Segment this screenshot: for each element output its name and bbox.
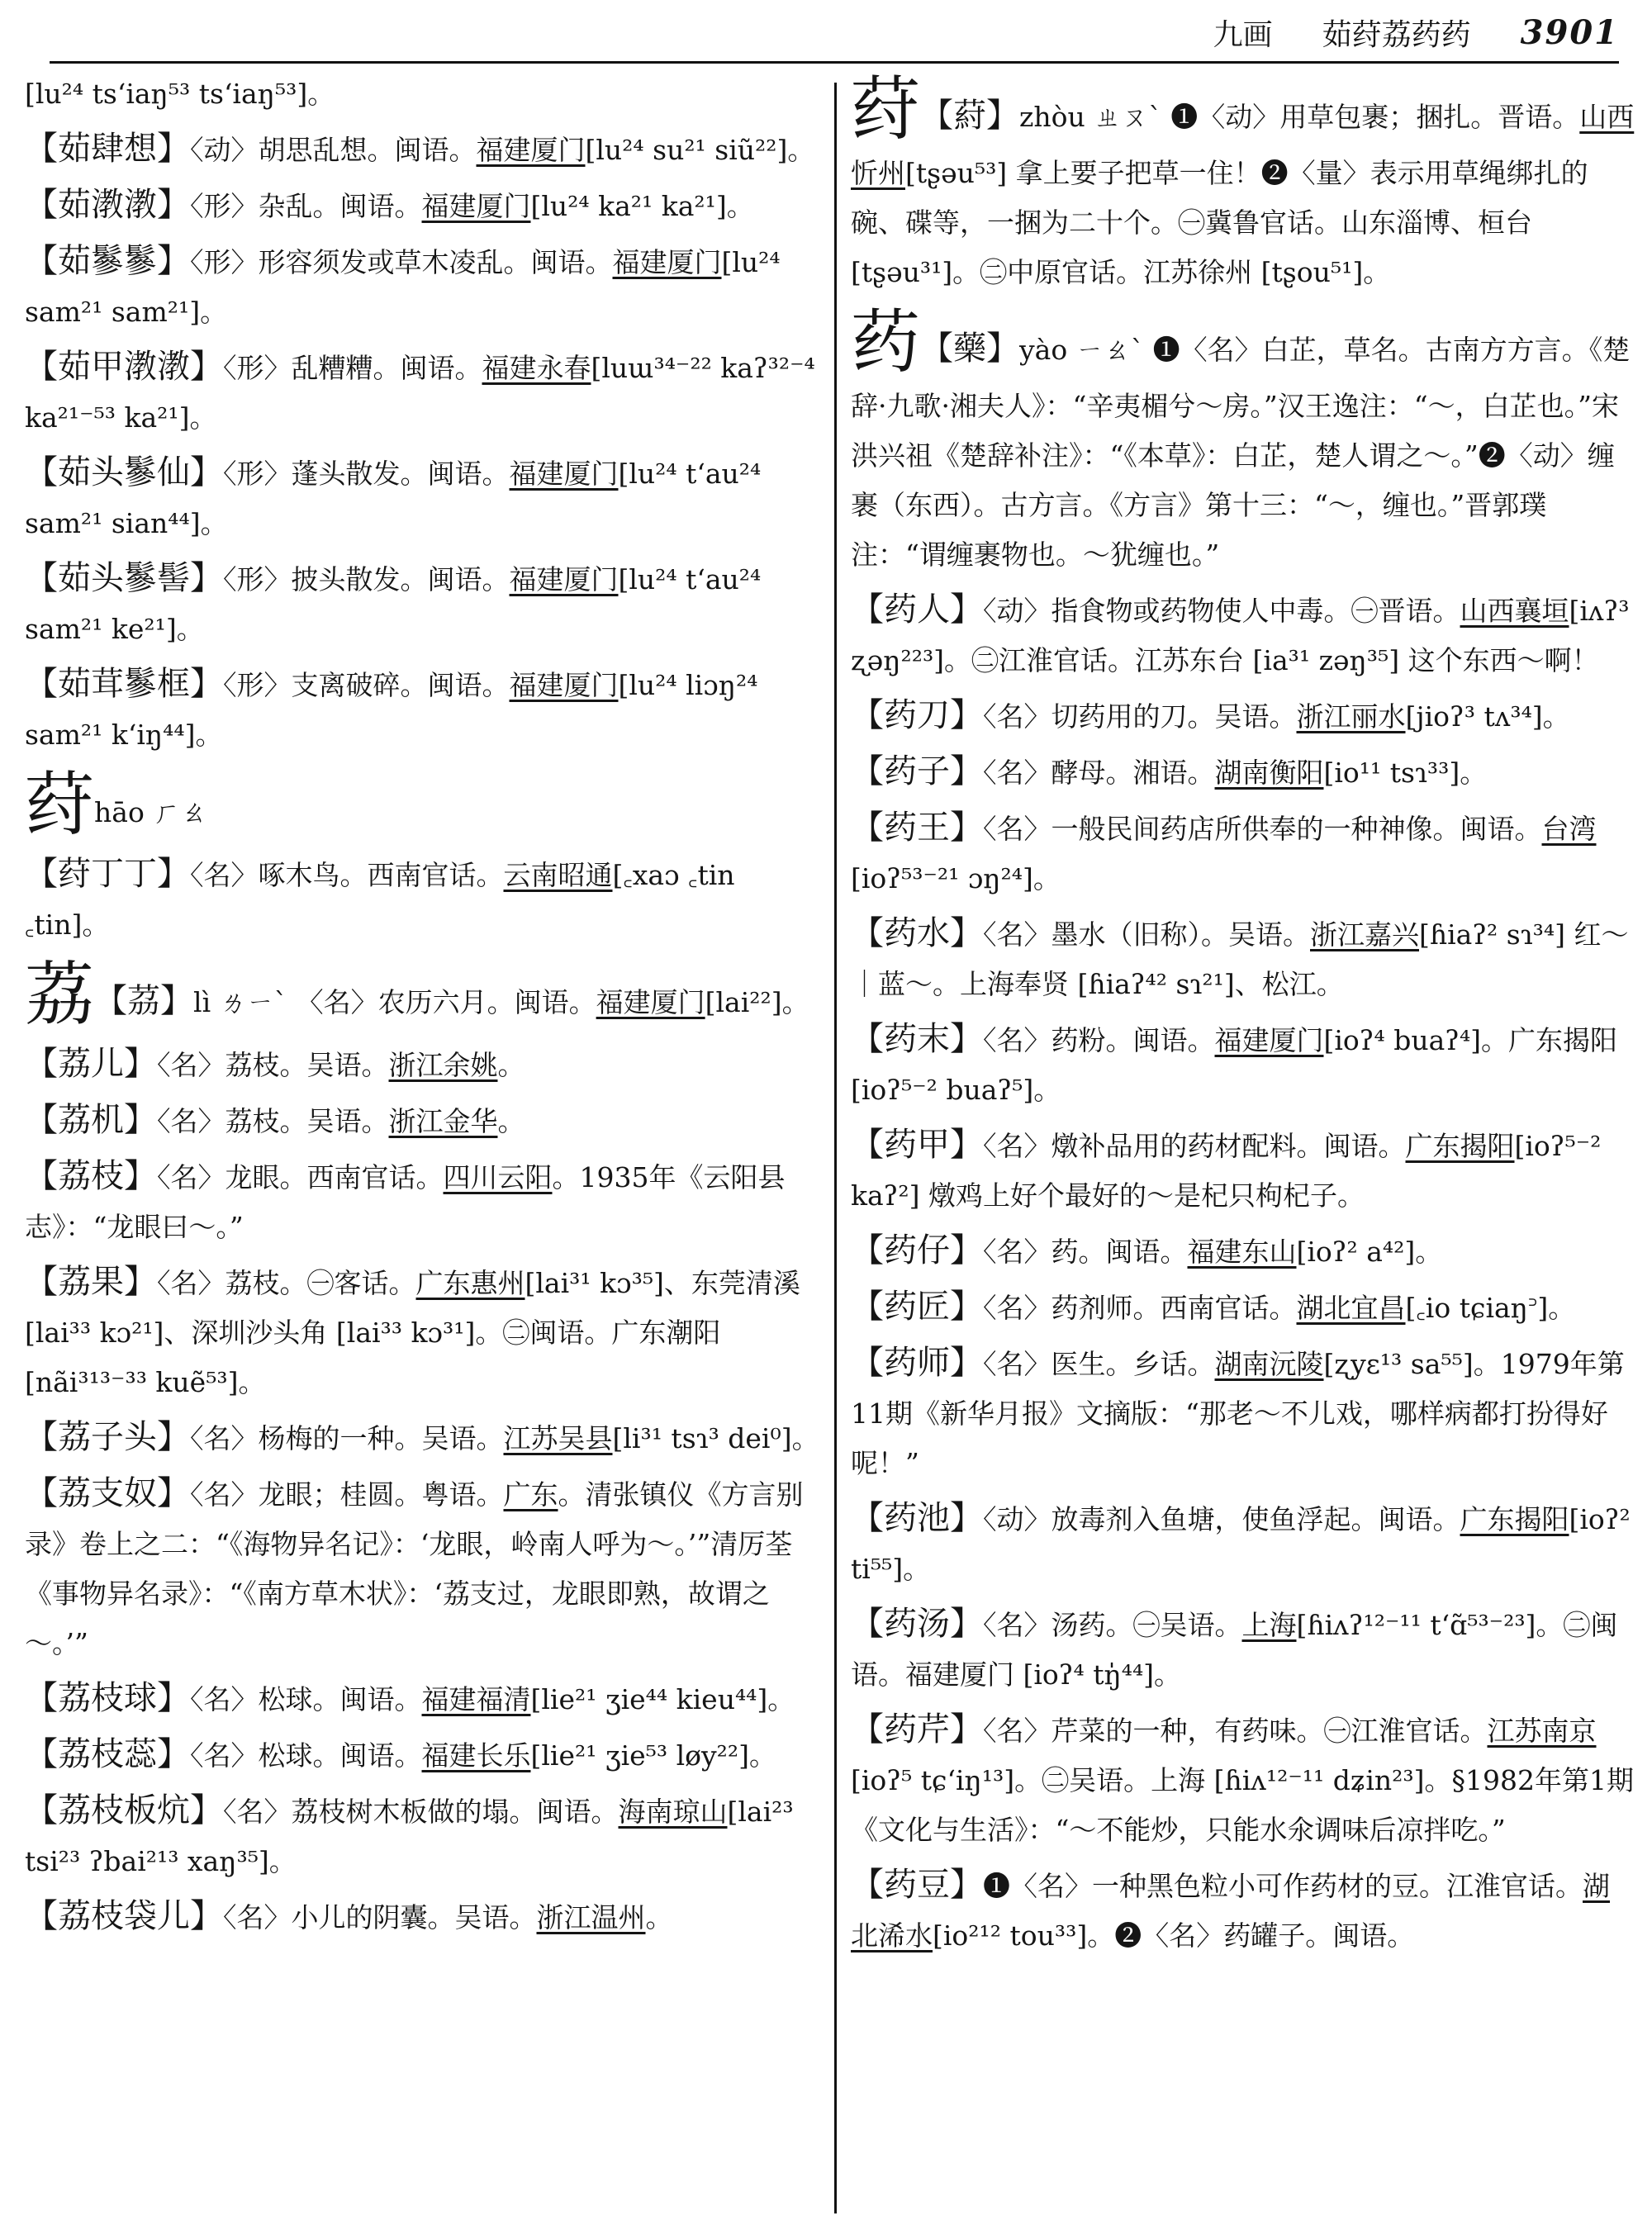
entry-definition: 〈形〉乱糟糟。闽语。 xyxy=(223,352,482,384)
headword-char: 荔 xyxy=(25,954,95,1035)
entry-place: 福建厦门 xyxy=(509,563,619,595)
entry-definition: 〈形〉蓬头散发。闽语。 xyxy=(223,458,510,490)
entry-definition: 〈动〉指食物或药物使人中毒。㊀晋语。 xyxy=(983,595,1460,627)
entry-definition: 〈形〉形容须发或草木凌乱。闽语。 xyxy=(190,246,613,278)
dictionary-entry xyxy=(25,1151,822,1252)
entry-pronunciation: [lu²⁴ tʻau²⁴ sam²¹ ke²¹]。 xyxy=(25,563,762,645)
entry-place: 福建厦门 xyxy=(596,986,705,1018)
entry-headword: 【药豆】 xyxy=(851,1866,983,1904)
entry-headword: 【茹肆想】 xyxy=(25,130,190,168)
entry-place: 福建厦门 xyxy=(476,134,586,166)
entry-place: 云南昭通 xyxy=(503,859,613,891)
entry-headword: 【葤】 xyxy=(920,97,1020,135)
entry-definition: 〈名〉龙眼；桂圆。粤语。 xyxy=(190,1478,504,1511)
dictionary-entry xyxy=(851,747,1635,798)
entry-headword: 【药匠】 xyxy=(851,1288,983,1326)
dictionary-entry xyxy=(25,342,822,443)
entry-pronunciation: [luɯ³⁴⁻²² kaʔ³²⁻⁴ ka²¹⁻⁵³ ka²¹]。 xyxy=(25,352,815,434)
entry-place: 江苏南京 xyxy=(1487,1715,1597,1747)
entry-definition: 〈形〉披头散发。闽语。 xyxy=(223,563,510,595)
entry-pronunciation: [lu²⁴ ka²¹ ka²¹]。 xyxy=(530,190,754,222)
entry-place: 福建厦门 xyxy=(421,190,531,222)
entry-headword: 【荔支奴】 xyxy=(25,1474,190,1512)
dictionary-entry xyxy=(25,1786,822,1886)
entry-definition: 〈名〉芹菜的一种，有药味。㊀江淮官话。 xyxy=(983,1715,1488,1747)
entry-place: 福建厦门 xyxy=(1214,1024,1324,1056)
entry-place: 福建长乐 xyxy=(421,1739,531,1772)
entry-place: 福建厦门 xyxy=(612,246,722,278)
entry-headword: 【药甲】 xyxy=(851,1126,983,1164)
entry-pronunciation: [lie²¹ ʒie⁴⁴ kieu⁴⁴]。 xyxy=(530,1683,795,1715)
entry-definition: 〈动〉胡思乱想。闽语。 xyxy=(190,134,477,166)
dictionary-entry xyxy=(851,1338,1635,1488)
entry-pronunciation: 。 xyxy=(497,1105,525,1137)
dictionary-entry xyxy=(25,448,822,548)
dictionary-entry xyxy=(25,180,822,231)
dictionary-entry xyxy=(25,1412,822,1464)
entry-headword: 【荔枝板炕】 xyxy=(25,1791,223,1829)
entry-pronunciation: 《楚辞·九歌·湘夫人》：“辛夷楣兮～房。”汉王逸注：“～，白芷也。”宋洪兴祖《楚辞补注》：“《本草》：白芷，楚人谓之～。”❷〈动〉缠裹（东西）。古方言。《方言》第十三：“～，缠也。”晋郭璞注：“谓缠裹物也。～犹缠也。” xyxy=(851,334,1631,571)
entry-headword: 【药芹】 xyxy=(851,1710,983,1748)
entry-headword: 【药人】 xyxy=(851,591,983,629)
entry-place: 湖北浠水 xyxy=(851,1870,1610,1952)
entry-place: 浙江金华 xyxy=(388,1105,498,1137)
entry-place: 广东惠州 xyxy=(415,1267,525,1299)
entry-pronunciation: [io¹¹ tsɿ³³]。 xyxy=(1323,757,1488,789)
entry-pronunciation: [ioʔ² a⁴²]。 xyxy=(1296,1236,1443,1268)
entry-definition: hāo ㄏㄠ xyxy=(94,796,208,828)
entry-pronunciation: 。 xyxy=(645,1901,673,1933)
entry-pronunciation: [lie²¹ ʒie⁵³ løy²²]。 xyxy=(530,1739,777,1772)
entry-pronunciation: 。清张镇仪《方言别录》卷上之二：“《海物异名记》：‘龙眼，岭南人呼为～。’”清厉荃《事物异名录》：“《南方草木状》：‘荔支过，龙眼即熟，故谓之～。’” xyxy=(25,1478,804,1659)
entry-definition: 〈名〉啄木鸟。西南官话。 xyxy=(190,859,504,891)
entry-definition: 〈形〉支离破碎。闽语。 xyxy=(223,669,510,701)
entry-headword: 【荔枝球】 xyxy=(25,1679,190,1717)
entry-pronunciation: 。1935年《云阳县志》：“龙眼曰～。” xyxy=(25,1161,786,1243)
entry-pronunciation: [lu²⁴ tsʻiaŋ⁵³ tsʻiaŋ⁵³]。 xyxy=(25,78,335,110)
header-chars: 茹荮荔药药 xyxy=(1322,17,1471,52)
entry-place: 福建厦门 xyxy=(509,458,619,490)
entry-pronunciation: [ioʔ⁵ tɕʻiŋ¹³]。㊁吴语。上海 [ɦiʌ¹²⁻¹¹ dʑin²³]。§1982年第1期《文化与生活》：“～不能炒，只能水氽调味后凉拌吃。” xyxy=(851,1764,1634,1846)
entry-place: 浙江余姚 xyxy=(388,1049,498,1081)
dictionary-entry xyxy=(25,236,822,337)
entry-place: 湖南衡阳 xyxy=(1214,757,1324,789)
entry-pronunciation: [lu²⁴ liɔŋ²⁴ sam²¹ kʻiŋ⁴⁴]。 xyxy=(25,669,758,751)
entry-headword: 【荔机】 xyxy=(25,1101,157,1139)
entry-pronunciation: [tʂəu⁵³] 拿上要子把草一住！❷〈量〉表示用草绳绑扎的碗、碟等，一捆为二十个。㊀冀鲁官话。山东淄博、桓台 [tʂəu³¹]。㊁中原官话。江苏徐州 [tʂou⁵¹]。 xyxy=(851,157,1588,288)
entry-pronunciation: [li³¹ tsɿ³ dei⁰]。 xyxy=(612,1422,819,1454)
entry-place: 浙江丽水 xyxy=(1296,700,1406,733)
entry-definition: 〈名〉酵母。湘语。 xyxy=(983,757,1215,789)
entry-definition: 〈名〉龙眼。西南官话。 xyxy=(157,1161,444,1193)
headword-char: 荮 xyxy=(851,69,921,149)
dictionary-entry xyxy=(851,1120,1635,1221)
entry-place: 四川云阳 xyxy=(443,1161,553,1193)
dictionary-entry xyxy=(25,1468,822,1668)
entry-headword: 【荔枝袋儿】 xyxy=(25,1897,223,1935)
entry-definition: zhòu ㄓㄡˋ ❶〈动〉用草包裹；捆扎。晋语。 xyxy=(1019,101,1580,133)
dictionary-entry xyxy=(25,849,822,950)
page-header xyxy=(33,7,1619,58)
entry-place: 湖南沅陵 xyxy=(1214,1348,1324,1380)
entry-definition: lì ㄌㄧˋ 〈名〉农历六月。闽语。 xyxy=(193,986,596,1018)
dictionary-entry xyxy=(851,803,1635,904)
entry-headword: 【药仔】 xyxy=(851,1231,983,1269)
dictionary-entry xyxy=(851,1226,1635,1277)
entry-place: 福建东山 xyxy=(1187,1236,1297,1268)
entry-place: 山西忻州 xyxy=(851,101,1635,189)
page-number: 3901 xyxy=(1520,12,1619,52)
entry-headword: 【茹鬖鬖】 xyxy=(25,242,190,280)
entry-headword: 【荮丁丁】 xyxy=(25,855,190,893)
entry-pronunciation: [ʐyɛ¹³ sa⁵⁵]。1979年第11期《新华月报》文摘版：“那老～不儿戏，哪样病都打扮得好呢！” xyxy=(851,1348,1625,1479)
entry-headword: 【荔儿】 xyxy=(25,1045,157,1083)
entry-definition: 〈名〉药。闽语。 xyxy=(983,1236,1188,1268)
entry-place: 湖北宜昌 xyxy=(1296,1292,1406,1324)
dictionary-entry xyxy=(25,124,822,175)
entry-headword: 【荔果】 xyxy=(25,1263,157,1301)
dictionary-entry xyxy=(25,1257,822,1407)
entry-headword: 【药子】 xyxy=(851,752,983,790)
entry-pronunciation: [꜀xaɔ ꜀tin ꜀tin]。 xyxy=(25,859,735,941)
entry-pronunciation: [iʌʔ³ ʐəŋ²²³]。㊁江淮官话。江苏东台 [ia³¹ zəŋ³⁵] 这个东西～啊！ xyxy=(851,595,1630,676)
entry-headword: 【茹茸鬖框】 xyxy=(25,665,223,703)
entry-definition: 〈形〉杂乱。闽语。 xyxy=(190,190,422,222)
headword-char: 荮 xyxy=(25,764,95,845)
entry-place: 台湾 xyxy=(1541,813,1597,845)
dictionary-entry xyxy=(25,955,822,1034)
entry-headword: 【茹漖漖】 xyxy=(25,186,190,224)
entry-definition: 〈名〉一般民间药店所供奉的一种神像。闽语。 xyxy=(983,813,1542,845)
dictionary-entry xyxy=(851,1014,1635,1115)
section-label: 九画 xyxy=(1213,17,1273,52)
dictionary-entry xyxy=(851,909,1635,1009)
entry-pronunciation: [lu²⁴ su²¹ siũ²²]。 xyxy=(585,134,815,166)
entry-pronunciation: [jioʔ³ tʌ³⁴]。 xyxy=(1405,700,1570,733)
left-column xyxy=(25,69,822,2222)
entry-definition: 〈名〉汤药。㊀吴语。 xyxy=(983,1609,1242,1641)
entry-place: 浙江温州 xyxy=(536,1901,646,1933)
entry-headword: 【藥】 xyxy=(920,330,1020,368)
entry-definition: 〈名〉荔枝。吴语。 xyxy=(157,1049,389,1081)
entry-place: 江苏吴县 xyxy=(503,1422,613,1454)
entry-pronunciation: [ioʔ⁵³⁻²¹ ɔŋ²⁴]。 xyxy=(851,862,1061,894)
entry-headword: 【药王】 xyxy=(851,809,983,847)
entry-headword: 【药汤】 xyxy=(851,1605,983,1643)
dictionary-entry xyxy=(851,1493,1635,1594)
entry-place: 广东揭阳 xyxy=(1405,1130,1515,1162)
entry-pronunciation: [lu²⁴ tʻau²⁴ sam²¹ sian⁴⁴]。 xyxy=(25,458,762,539)
entry-headword: 【荔子头】 xyxy=(25,1418,190,1456)
entry-headword: 【荔枝蕊】 xyxy=(25,1735,190,1773)
entry-definition: 〈名〉墨水（旧称）。吴语。 xyxy=(983,918,1310,951)
dictionary-entry xyxy=(25,553,822,654)
dictionary-entry xyxy=(25,69,822,119)
entry-headword: 【药刀】 xyxy=(851,696,983,734)
dictionary-entry xyxy=(851,1860,1635,1961)
entry-definition: ❶〈名〉一种黑色粒小可作药材的豆。江淮官话。 xyxy=(983,1870,1583,1902)
dictionary-entry xyxy=(25,765,822,844)
entry-definition: 〈名〉杨梅的一种。吴语。 xyxy=(190,1422,504,1454)
dictionary-entry xyxy=(25,1891,822,1943)
entry-definition: 〈名〉荔枝树木板做的塌。闽语。 xyxy=(223,1796,619,1828)
entry-headword: 【药师】 xyxy=(851,1344,983,1382)
dictionary-entry xyxy=(851,585,1635,686)
entry-pronunciation: [io²¹² tou³³]。❷〈名〉药罐子。闽语。 xyxy=(933,1919,1415,1952)
headword-char: 药 xyxy=(851,301,921,382)
entry-pronunciation: [lai²³ tsi²³ ʔbai²¹³ xaŋ³⁵]。 xyxy=(25,1796,794,1877)
entry-headword: 【荔枝】 xyxy=(25,1157,157,1195)
entry-place: 海南琼山 xyxy=(618,1796,728,1828)
column-divider xyxy=(834,83,837,2213)
entry-pronunciation: [lu²⁴ sam²¹ sam²¹]。 xyxy=(25,246,781,328)
entry-headword: 【药池】 xyxy=(851,1499,983,1537)
entry-place: 山西襄垣 xyxy=(1460,595,1569,627)
dictionary-entry xyxy=(851,1705,1635,1855)
entry-definition: 〈名〉切药用的刀。吴语。 xyxy=(983,700,1297,733)
entry-place: 广东 xyxy=(503,1478,558,1511)
entry-definition: yào ㄧㄠˋ ❶〈名〉白芷，草名。古南方方言。 xyxy=(1019,334,1589,366)
entry-pronunciation: [꜀io tɕiaŋ꜄]。 xyxy=(1405,1292,1576,1324)
dictionary-entry xyxy=(25,1095,822,1146)
entry-pronunciation: [ioʔ⁴ buaʔ⁴]。广东揭阳 [ioʔ⁵⁻² buaʔ⁵]。 xyxy=(851,1024,1618,1106)
entry-pronunciation: [ɦiʌʔ¹²⁻¹¹ tʻɑ̃⁵³⁻²³]。㊁闽语。福建厦门 [ioʔ⁴ tŋ̍⁴⁴]。 xyxy=(851,1609,1618,1691)
entry-place: 福建永春 xyxy=(482,352,591,384)
entry-headword: 【药末】 xyxy=(851,1020,983,1058)
entry-definition: 〈名〉小儿的阴囊。吴语。 xyxy=(223,1901,537,1933)
entry-definition: 〈名〉松球。闽语。 xyxy=(190,1739,422,1772)
dictionary-entry xyxy=(851,69,1635,297)
entry-headword: 【茹头鬖髻】 xyxy=(25,559,223,597)
dictionary-entry xyxy=(25,1729,822,1781)
dictionary-entry xyxy=(851,302,1635,580)
entry-definition: 〈名〉燉补品用的药材配料。闽语。 xyxy=(983,1130,1406,1162)
dictionary-entry xyxy=(25,1039,822,1090)
entry-pronunciation: 。 xyxy=(497,1049,525,1081)
entry-pronunciation: [lai³¹ kɔ³⁵]、东莞清溪 [lai³³ kɔ²¹]、深圳沙头角 [lai³³ kɔ³¹]。㊁闽语。广东潮阳 [nãi³¹³⁻³³ kuẽ⁵³]。 xyxy=(25,1267,800,1398)
entry-place: 福建厦门 xyxy=(509,669,619,701)
dictionary-entry xyxy=(851,1282,1635,1333)
entry-definition: 〈名〉荔枝。吴语。 xyxy=(157,1105,389,1137)
entry-pronunciation: [lai²²]。 xyxy=(705,986,809,1018)
entry-headword: 【药水】 xyxy=(851,914,983,952)
entry-pronunciation: [ioʔ² ti⁵⁵]。 xyxy=(851,1503,1631,1585)
entry-headword: 【茹头鬖仙】 xyxy=(25,453,223,491)
entry-place: 浙江嘉兴 xyxy=(1310,918,1419,951)
entry-place: 福建福清 xyxy=(421,1683,531,1715)
right-column xyxy=(851,69,1635,2222)
entry-definition: 〈名〉药剂师。西南官话。 xyxy=(983,1292,1297,1324)
entry-definition: 〈名〉松球。闽语。 xyxy=(190,1683,422,1715)
entry-place: 上海 xyxy=(1241,1609,1297,1641)
dictionary-entry xyxy=(25,659,822,760)
entry-headword: 【茘】 xyxy=(94,982,194,1020)
entry-headword: 【茹甲漖漖】 xyxy=(25,348,223,386)
entry-definition: 〈名〉药粉。闽语。 xyxy=(983,1024,1215,1056)
dictionary-entry xyxy=(851,1599,1635,1700)
entry-pronunciation: [ɦiaʔ² sɿ³⁴] 红～｜蓝～。上海奉贤 [ɦiaʔ⁴² sɿ²¹]、松江。 xyxy=(851,918,1629,1000)
dictionary-entry xyxy=(25,1673,822,1725)
entry-definition: 〈名〉荔枝。㊀客话。 xyxy=(157,1267,416,1299)
entry-pronunciation: [ioʔ⁵⁻² kaʔ²] 燉鸡上好个最好的～是杞只枸杞子。 xyxy=(851,1130,1602,1212)
entry-definition: 〈名〉医生。乡话。 xyxy=(983,1348,1215,1380)
dictionary-entry xyxy=(851,690,1635,742)
entry-place: 广东揭阳 xyxy=(1460,1503,1569,1535)
entry-definition: 〈动〉放毒剂入鱼塘，使鱼浮起。闽语。 xyxy=(983,1503,1460,1535)
header-rule xyxy=(50,61,1619,64)
